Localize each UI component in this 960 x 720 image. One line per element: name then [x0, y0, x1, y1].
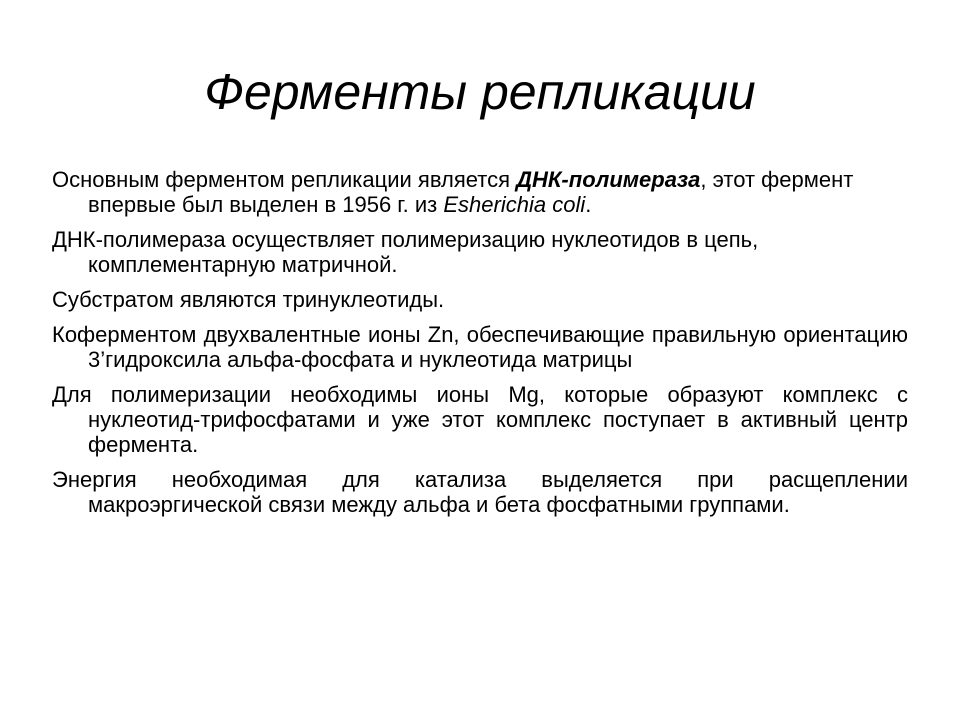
paragraph-cofactor-zn: Коферментом двухвалентные ионы Zn, обеспечивающие правильную ориентацию 3’гидроксила альфа-фосфата и нуклеотида матрицы: [52, 322, 908, 372]
slide-body: [52, 167, 908, 527]
paragraph-energy: Энергия необходимая для катализа выделяется при расщеплении макроэргической связи между альфа и бета фосфатными группами.: [52, 467, 908, 517]
paragraph-mg-ions: Для полимеризации необходимы ионы Mg, которые образуют комплекс с нуклеотид-трифосфатами и уже этот комплекс поступает в активный центр фермента.: [52, 382, 908, 457]
paragraph-substrate: Субстратом являются тринуклеотиды.: [52, 287, 445, 312]
paragraph-dna-polymerase-discovery: [52, 167, 908, 217]
dna-polymerase-term: ДНК-полимераза: [516, 167, 701, 192]
slide-title: Ферменты репликации: [204, 64, 756, 120]
paragraph-text: Основным ферментом репликации является: [52, 167, 517, 192]
paragraph-text: .: [585, 192, 592, 217]
paragraph-polymerization: ДНК-полимераза осуществляет полимеризацию нуклеотидов в цепь, комплементарную матричной.: [52, 227, 759, 277]
organism-name: Esherichia coli: [443, 192, 586, 217]
paragraph-text: , этот фермент впервые был выделен в 1956 г. из: [88, 167, 854, 217]
